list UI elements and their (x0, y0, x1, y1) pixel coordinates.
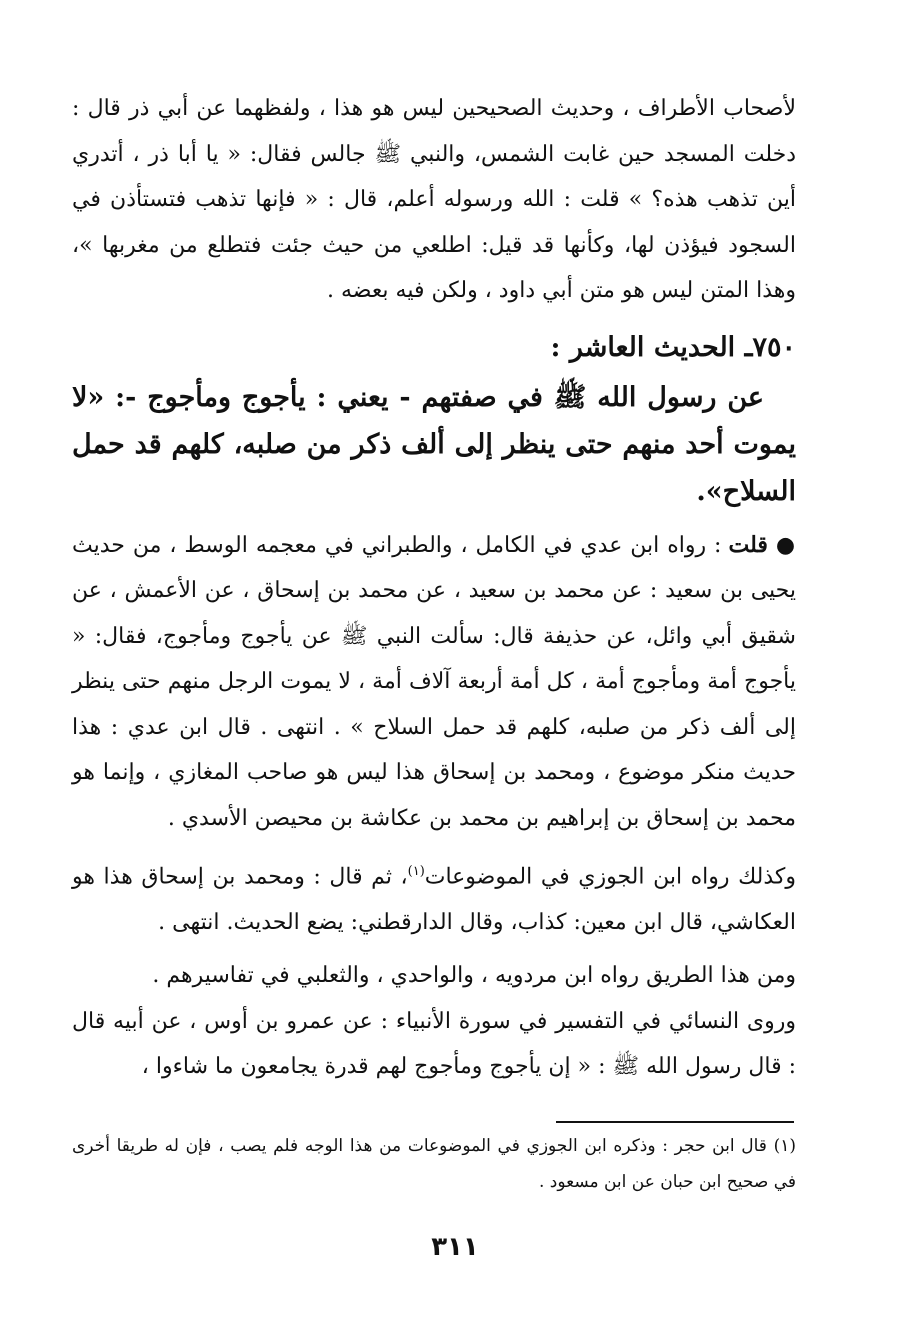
page-body (72, 86, 796, 1090)
commentary-lead: قلت (728, 531, 768, 558)
footnote-marker: (١) (407, 864, 425, 879)
jawzi-text-before: وكذلك رواه ابن الجوزي في الموضوعات (424, 864, 796, 890)
jawzi-text-after: ، ثم قال : ومحمد بن إسحاق هذا هو العكاشي، قال ابن معين: كذاب، وقال الدارقطني: يضع الحديث. انتهى . (72, 864, 796, 935)
paragraph-tafsir: ومن هذا الطريق رواه ابن مردويه ، والواحدي ، والثعلبي في تفاسيرهم . (152, 963, 796, 989)
commentary-text: : رواه ابن عدي في الكامل ، والطبراني في معجمه الوسط ، من حديث يحيى بن سعيد : عن محمد بن سعيد ، عن محمد بن إسحاق ، عن الأعمش ، عن شقيق أبي وائل، عن حذيفة قال: سألت النبي ﷺ عن يأجوج ومأجوج، فقال: « يأجوج أمة ومأجوج أمة ، كل أمة أربعة آلاف أمة ، لا يموت الرجل منهم حتى ينظر إلى ألف ذكر من صلبه، كلهم قد حمل السلاح » . انتهى . قال ابن عدي : هذا حديث منكر موضوع ، ومحمد بن إسحاق هذا ليس هو صاحب المغازي ، وإنما هو محمد بن إسحاق بن إبراهيم بن محمد بن عكاشة بن محيصن الأسدي . (72, 532, 797, 831)
paragraph-commentary (72, 523, 796, 842)
bullet-icon: ● (775, 531, 797, 558)
paragraph-jawzi (72, 849, 796, 945)
section-heading: ٧٥٠ـ الحديث العاشر : (550, 331, 796, 363)
hadith-line-1: عن رسول الله ﷺ في صفتهم - يعني : يأجوج ومأجوج -: (115, 381, 765, 413)
footnote: (١) قال ابن حجر : وذكره ابن الجوزي في الموضوعات من هذا الوجه فلم يصب ، فإن له طريقا أخرى في صحيح ابن حبان عن ابن مسعود . (72, 1136, 796, 1192)
hadith-text (72, 374, 796, 515)
paragraph-intro: لأصحاب الأطراف ، وحديث الصحيحين ليس هو هذا ، ولفظهما عن أبي ذر قال : دخلت المسجد حين غابت الشمس، والنبي ﷺ جالس فقال: « يا أبا ذر ، أتدري أين تذهب هذه؟ » قلت : الله ورسوله أعلم، قال : « فإنها تذهب فتستأذن في السجود فيؤذن لها، وكأنها قد قيل: اطلعي من حيث جئت فتطلع من مغربها »، وهذا المتن ليس هو متن أبي داود ، ولكن فيه بعضه . (72, 96, 796, 303)
footnote-divider (556, 1121, 794, 1123)
paragraph-nasai: وروى النسائي في التفسير في سورة الأنبياء : عن عمرو بن أوس ، عن أبيه قال : قال رسول الله ﷺ : « إن يأجوج ومأجوج لهم قدرة يجامعون ما شاءوا ، (72, 1008, 796, 1080)
hadith-line-2: «لا يموت أحد منهم حتى ينظر إلى ألف ذكر من صلبه، كلهم قد حمل السلاح». (72, 381, 796, 507)
page-number: ٣١١ (431, 1232, 479, 1262)
